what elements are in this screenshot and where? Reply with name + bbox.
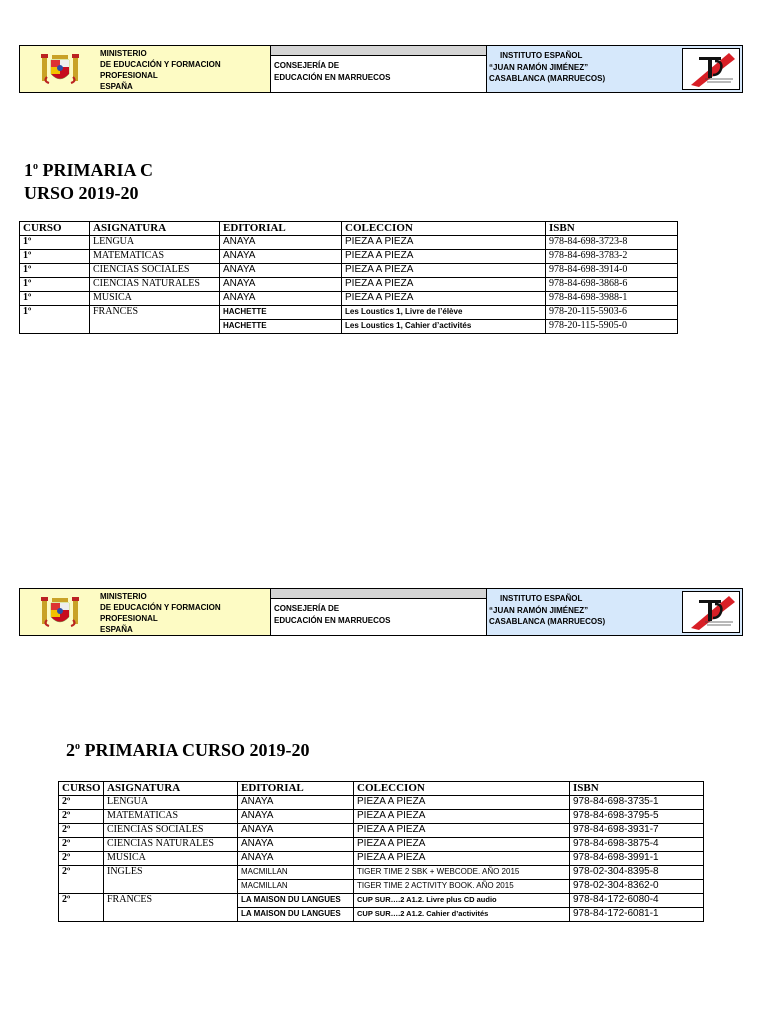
curso-cell: 1º <box>20 306 90 320</box>
asignatura-cell: CIENCIAS SOCIALES <box>90 264 220 278</box>
ministry-text <box>100 589 221 635</box>
coleccion-cell: CUP SUR….2 A1.2. Livre plus CD audio <box>354 894 570 908</box>
coleccion-cell: TIGER TIME 2 SBK + WEBCODE. AÑO 2015 <box>354 866 570 880</box>
ministry-block <box>20 46 271 92</box>
consejeria-line: CONSEJERÍA DE <box>274 604 340 613</box>
table-row <box>20 320 678 334</box>
asignatura-cell: MATEMATICAS <box>104 810 238 824</box>
instituto-line: “JUAN RAMÓN JIMÉNEZ” <box>489 605 589 615</box>
asignatura-cell <box>90 320 220 334</box>
consejeria-line: CONSEJERÍA DE <box>274 61 340 70</box>
coleccion-cell: Les Loustics 1, Cahier d’activités <box>342 320 546 334</box>
coleccion-cell: Les Loustics 1, Livre de l’élève <box>342 306 546 320</box>
ministry-line: MINISTERIO <box>100 592 147 601</box>
column-header: CURSO <box>59 782 104 796</box>
asignatura-cell: INGLES <box>104 866 238 880</box>
editorial-cell: HACHETTE <box>220 306 342 320</box>
coleccion-cell: CUP SUR….2 A1.2. Cahier d’activités <box>354 908 570 922</box>
curso-cell: 2º <box>59 810 104 824</box>
curso-cell: 2º <box>59 838 104 852</box>
title-number: 1 <box>24 160 33 180</box>
editorial-cell: ANAYA <box>220 264 342 278</box>
ministry-block <box>20 589 271 635</box>
table-row <box>59 894 704 908</box>
isbn-cell: 978-84-172-6081-1 <box>570 908 704 922</box>
asignatura-cell: CIENCIAS NATURALES <box>90 278 220 292</box>
coleccion-cell: PIEZA A PIEZA <box>354 852 570 866</box>
isbn-cell: 978-20-115-5903-6 <box>546 306 678 320</box>
editorial-cell: MACMILLAN <box>238 866 354 880</box>
title-number: 2 <box>66 740 75 760</box>
editorial-cell: ANAYA <box>220 236 342 250</box>
table-row <box>20 292 678 306</box>
curso-cell: 1º <box>20 236 90 250</box>
table-row <box>20 236 678 250</box>
isbn-cell: 978-84-698-3875-4 <box>570 838 704 852</box>
coleccion-cell: TIGER TIME 2 ACTIVITY BOOK. AÑO 2015 <box>354 880 570 894</box>
instituto-text <box>487 589 682 635</box>
coleccion-cell: PIEZA A PIEZA <box>354 838 570 852</box>
editorial-cell: ANAYA <box>238 796 354 810</box>
editorial-cell: MACMILLAN <box>238 880 354 894</box>
coleccion-cell: PIEZA A PIEZA <box>342 264 546 278</box>
table-row <box>59 796 704 810</box>
editorial-cell: LA MAISON DU LANGUES <box>238 908 354 922</box>
asignatura-cell: MATEMATICAS <box>90 250 220 264</box>
instituto-line: “JUAN RAMÓN JIMÉNEZ” <box>489 62 589 72</box>
coleccion-cell: PIEZA A PIEZA <box>342 292 546 306</box>
instituto-line: CASABLANCA (MARRUECOS) <box>489 74 606 83</box>
books-table-2 <box>58 781 704 922</box>
isbn-cell: 978-84-698-3783-2 <box>546 250 678 264</box>
curso-cell: 2º <box>59 866 104 880</box>
ministry-line: MINISTERIO <box>100 49 147 58</box>
instituto-block <box>487 589 742 635</box>
column-header: ASIGNATURA <box>90 222 220 236</box>
books-table-1 <box>19 221 678 334</box>
curso-cell <box>20 320 90 334</box>
table-row <box>59 810 704 824</box>
curso-cell: 2º <box>59 894 104 908</box>
column-header: COLECCION <box>354 782 570 796</box>
title-text: PRIMARIA C <box>38 160 153 180</box>
isbn-cell: 978-20-115-5905-0 <box>546 320 678 334</box>
ministry-line: DE EDUCACIÓN Y FORMACION <box>100 603 221 612</box>
curso-cell: 2º <box>59 796 104 810</box>
ministry-text <box>100 46 221 92</box>
consejeria-block <box>271 589 487 635</box>
instituto-line: INSTITUTO ESPAÑOL <box>500 51 583 60</box>
column-header: CURSO <box>20 222 90 236</box>
section-1-title <box>24 155 153 205</box>
table-row <box>59 852 704 866</box>
asignatura-cell: LENGUA <box>104 796 238 810</box>
curso-cell <box>59 880 104 894</box>
isbn-cell: 978-84-698-3931-7 <box>570 824 704 838</box>
coleccion-cell: PIEZA A PIEZA <box>342 236 546 250</box>
column-header: ISBN <box>546 222 678 236</box>
instituto-text <box>487 46 682 92</box>
coleccion-cell: PIEZA A PIEZA <box>354 824 570 838</box>
asignatura-cell: MUSICA <box>90 292 220 306</box>
editorial-cell: ANAYA <box>238 810 354 824</box>
title-ordinal: o <box>75 741 80 752</box>
isbn-cell: 978-84-698-3795-5 <box>570 810 704 824</box>
school-logo-icon <box>682 591 740 633</box>
isbn-cell: 978-84-698-3723-8 <box>546 236 678 250</box>
asignatura-cell: MUSICA <box>104 852 238 866</box>
curso-cell <box>59 908 104 922</box>
coleccion-cell: PIEZA A PIEZA <box>342 250 546 264</box>
ministry-line: ESPAÑA <box>100 625 133 634</box>
table-row <box>59 838 704 852</box>
asignatura-cell: CIENCIAS SOCIALES <box>104 824 238 838</box>
consejeria-block <box>271 46 487 92</box>
isbn-cell: 978-02-304-8362-0 <box>570 880 704 894</box>
ministry-line: PROFESIONAL <box>100 614 158 623</box>
instituto-block <box>487 46 742 92</box>
instituto-line: CASABLANCA (MARRUECOS) <box>489 617 606 626</box>
asignatura-cell: FRANCES <box>104 894 238 908</box>
editorial-cell: ANAYA <box>220 278 342 292</box>
table-row <box>59 866 704 880</box>
letterhead-second <box>19 588 743 636</box>
column-header: ISBN <box>570 782 704 796</box>
curso-cell: 2º <box>59 852 104 866</box>
asignatura-cell: FRANCES <box>90 306 220 320</box>
letterhead-top <box>19 45 743 93</box>
curso-cell: 1º <box>20 278 90 292</box>
curso-cell: 1º <box>20 264 90 278</box>
divider <box>271 589 486 599</box>
consejeria-line: EDUCACIÓN EN MARRUECOS <box>274 73 391 82</box>
table-row <box>20 264 678 278</box>
table-row <box>59 824 704 838</box>
curso-cell: 1º <box>20 250 90 264</box>
isbn-cell: 978-84-698-3735-1 <box>570 796 704 810</box>
isbn-cell: 978-84-698-3868-6 <box>546 278 678 292</box>
column-header: COLECCION <box>342 222 546 236</box>
asignatura-cell <box>104 908 238 922</box>
table-row <box>59 908 704 922</box>
school-logo-icon <box>682 48 740 90</box>
spain-coat-of-arms-icon <box>20 589 100 635</box>
divider <box>271 46 486 56</box>
title-text: URSO 2019-20 <box>24 183 139 203</box>
column-header: EDITORIAL <box>238 782 354 796</box>
isbn-cell: 978-84-698-3988-1 <box>546 292 678 306</box>
curso-cell: 1º <box>20 292 90 306</box>
column-header: ASIGNATURA <box>104 782 238 796</box>
editorial-cell: ANAYA <box>220 292 342 306</box>
asignatura-cell <box>104 880 238 894</box>
curso-cell: 2º <box>59 824 104 838</box>
consejeria-line: EDUCACIÓN EN MARRUECOS <box>274 616 391 625</box>
column-header: EDITORIAL <box>220 222 342 236</box>
editorial-cell: ANAYA <box>238 824 354 838</box>
ministry-line: DE EDUCACIÓN Y FORMACION <box>100 60 221 69</box>
asignatura-cell: CIENCIAS NATURALES <box>104 838 238 852</box>
editorial-cell: ANAYA <box>238 838 354 852</box>
section-2-title <box>66 735 310 762</box>
table-row <box>59 880 704 894</box>
title-ordinal: o <box>33 161 38 172</box>
editorial-cell: ANAYA <box>238 852 354 866</box>
isbn-cell: 978-84-172-6080-4 <box>570 894 704 908</box>
isbn-cell: 978-84-698-3991-1 <box>570 852 704 866</box>
coleccion-cell: PIEZA A PIEZA <box>342 278 546 292</box>
table-row <box>20 250 678 264</box>
editorial-cell: LA MAISON DU LANGUES <box>238 894 354 908</box>
ministry-line: PROFESIONAL <box>100 71 158 80</box>
asignatura-cell: LENGUA <box>90 236 220 250</box>
table-row <box>20 306 678 320</box>
coleccion-cell: PIEZA A PIEZA <box>354 796 570 810</box>
ministry-line: ESPAÑA <box>100 82 133 91</box>
instituto-line: INSTITUTO ESPAÑOL <box>500 594 583 603</box>
title-text: PRIMARIA CURSO 2019-20 <box>80 740 310 760</box>
isbn-cell: 978-84-698-3914-0 <box>546 264 678 278</box>
table-header-row <box>59 782 704 796</box>
spain-coat-of-arms-icon <box>20 46 100 92</box>
isbn-cell: 978-02-304-8395-8 <box>570 866 704 880</box>
table-header-row <box>20 222 678 236</box>
editorial-cell: HACHETTE <box>220 320 342 334</box>
editorial-cell: ANAYA <box>220 250 342 264</box>
table-row <box>20 278 678 292</box>
coleccion-cell: PIEZA A PIEZA <box>354 810 570 824</box>
